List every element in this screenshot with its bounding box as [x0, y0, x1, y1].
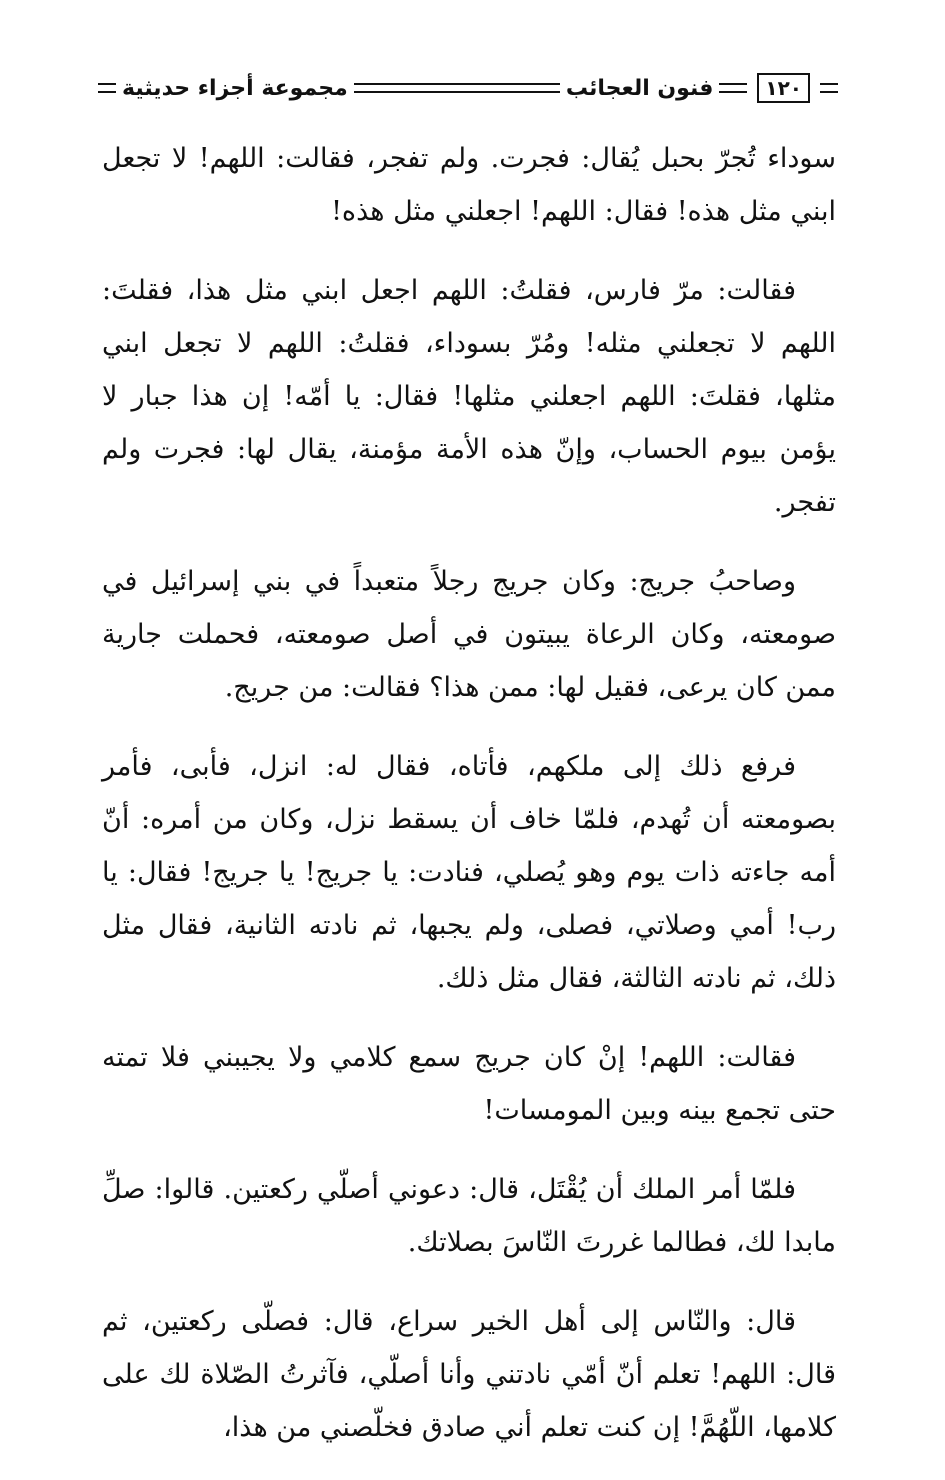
running-header — [92, 70, 844, 106]
paragraph: فرفع ذلك إلى ملكهم، فأتاه، فقال له: انزل، فأبى، فأمر بصومعته أن تُهدم، فلمّا خاف أن يسقط نزل، وكان من أمره: أنّ أمه جاءته ذات يوم وهو يُصلي، فنادت: يا جريج! يا جريج! فقال: يا رب! أمي وصلاتي، فصلى، ولم يجبها، ثم نادته الثانية، فقال مثل ذلك، ثم نادته الثالثة، فقال مثل ذلك. — [102, 751, 836, 994]
page-number: ١٢٠ — [757, 73, 810, 103]
paragraph: فلمّا أمر الملك أن يُقْتَل، قال: دعوني أصلّي ركعتين. قالوا: صلِّ مابدا لك، فطالما غررتَ النّاسَ بصلاتك. — [102, 1174, 836, 1258]
header-rule-right — [820, 83, 838, 93]
paragraph: قال: والنّاس إلى أهل الخير سراع، قال: فصلّى ركعتين، ثم قال: اللهم! تعلم أنّ أمّي نادتني وأنا أصلّي، فآثرتُ الصّلاة لك على كلامها، اللّهُمَّ! إن كنت تعلم أني صادق فخلّصني من هذا، — [102, 1306, 836, 1443]
paragraph: وصاحبُ جريج: وكان جريج رجلاً متعبداً في بني إسرائيل في صومعته، وكان الرعاة يبيتون في أصل صومعته، فحملت جارية ممن كان يرعى، فقيل لها: ممن هذا؟ فقالت: من جريج. — [102, 566, 836, 703]
paragraph: فقالت: مرّ فارس، فقلتُ: اللهم اجعل ابني مثل هذا، فقلتَ: اللهم لا تجعلني مثله! ومُرّ بسوداء، فقلتُ: اللهم لا تجعل ابني مثلها، فقلتَ: اللهم اجعلني مثلها! فقال: يا أمّه! إن هذا جبار لا يؤمن بيوم الحساب، وإنّ هذه الأمة مؤمنة، يقال لها: فجرت ولم تفجر. — [102, 275, 836, 518]
header-rule-small — [719, 83, 747, 93]
header-rule-left — [98, 83, 116, 93]
header-rule-middle — [354, 83, 560, 93]
paragraph: فقالت: اللهم! إنْ كان جريج سمع كلامي ولا يجيبني فلا تمته حتى تجمع بينه وبين المومسات! — [102, 1042, 836, 1126]
chapter-title: فنون العجائب — [565, 75, 714, 101]
book-title: مجموعة أجزاء حديثية — [122, 75, 348, 101]
paragraph: سوداء تُجرّ بحبل يُقال: فجرت. ولم تفجر، فقالت: اللهم! لا تجعل ابني مثل هذه! فقال: اللهم! اجعلني مثل هذه! — [102, 143, 836, 227]
page-body — [102, 132, 836, 1480]
